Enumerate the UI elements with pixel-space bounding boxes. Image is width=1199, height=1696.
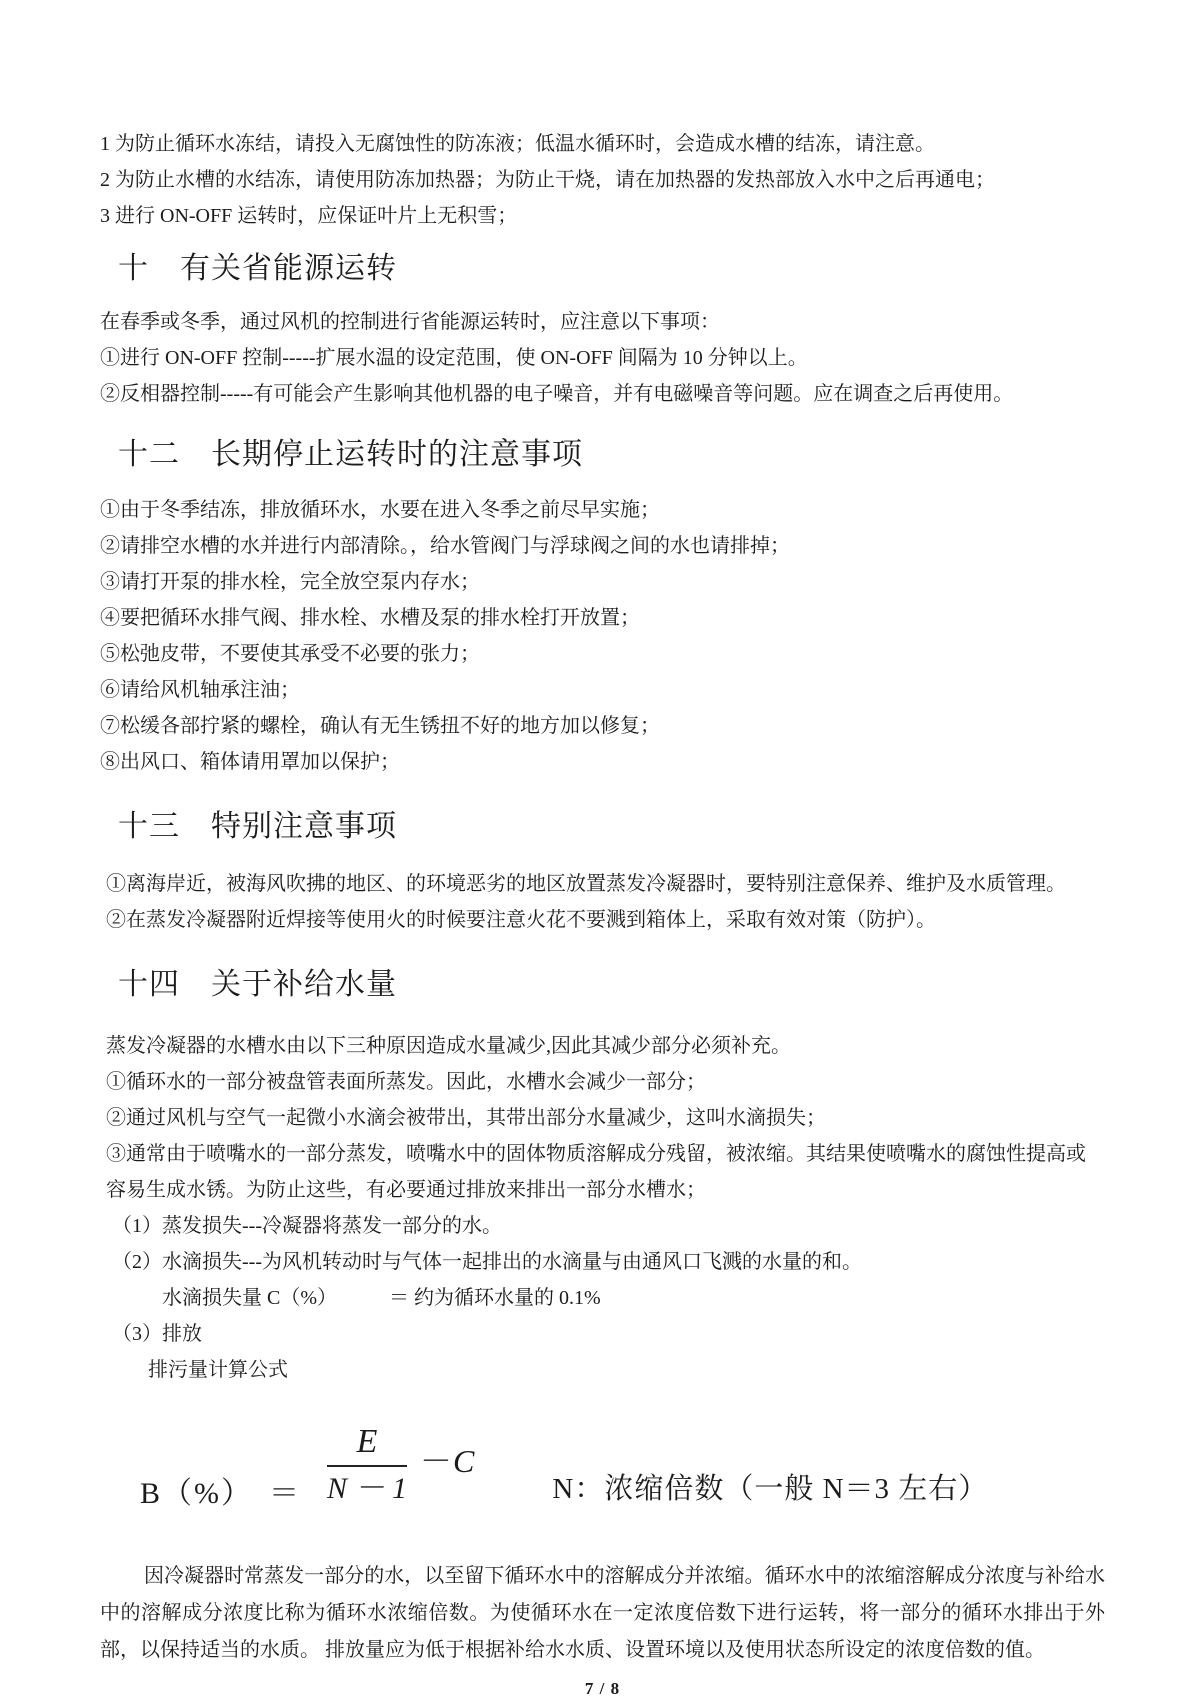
formula-minus-sign: －: [417, 1443, 454, 1479]
section-13-heading: 十三 特别注意事项: [118, 810, 397, 843]
formula-numerator: E: [327, 1422, 407, 1467]
section-12-item-3: ③请打开泵的排水栓，完全放空泵内存水；: [100, 571, 480, 593]
formula-variable-c: C: [453, 1443, 479, 1479]
droplet-loss-value: ＝ 约为循环水量的 0.1%: [389, 1287, 601, 1309]
droplet-loss-equation: [100, 1280, 1105, 1316]
section-12-item-6: ⑥请给风机轴承注油；: [100, 679, 300, 701]
section-14-item-3: ③通常由于喷嘴水的一部分蒸发，喷嘴水中的固体物质溶解成分残留，被浓缩。其结果使喷嘴水的腐蚀性提高或容易生成水锈。为防止这些，有必要通过排放来排出一部分水槽水；: [106, 1143, 1086, 1201]
evaporation-loss-item: （1）蒸发损失---冷凝器将蒸发一部分的水。: [112, 1215, 502, 1237]
droplet-loss-label: 水滴损失量 C（%）: [162, 1287, 337, 1309]
section-10-intro: 在春季或冬季，通过风机的控制进行省能源运转时，应注意以下事项：: [100, 311, 720, 333]
freeze-note-line-1: 1 为防止循环水冻结，请投入无腐蚀性的防冻液；低温水循环时，会造成水槽的结冻，请注意。: [100, 133, 935, 155]
page-number: 7 / 8: [584, 1679, 621, 1696]
section-12-item-4: ④要把循环水排气阀、排水栓、水槽及泵的排水栓打开放置；: [100, 607, 640, 629]
section-14-item-1: ①循环水的一部分被盘管表面所蒸发。因此，水槽水会减少一部分；: [106, 1071, 706, 1093]
formula-lhs: [140, 1468, 301, 1512]
formula-fraction: [327, 1422, 407, 1508]
section-12-item-5: ⑤松弛皮带，不要使其承受不必要的张力；: [100, 643, 480, 665]
section-12-item-7: ⑦松缓各部拧紧的螺栓，确认有无生锈扭不好的地方加以修复；: [100, 715, 660, 737]
freeze-note-line-2: 2 为防止水槽的水结冻，请使用防冻加热器；为防止干烧，请在加热器的发热部放入水中之后再通电；: [100, 169, 995, 191]
formula-equals-sign: ＝: [269, 1477, 301, 1510]
blowdown-item-label: （3）排放: [112, 1323, 202, 1345]
section-14-intro: 蒸发冷凝器的水槽水由以下三种原因造成水量减少,因此其减少部分必须补充。: [106, 1035, 791, 1057]
section-13-item-1: ①离海岸近，被海风吹拂的地区、的环境恶劣的地区放置蒸发冷凝器时，要特别注意保养、维护及水质管理。: [106, 873, 1066, 895]
closing-paragraph: 因冷凝器时常蒸发一部分的水，以至留下循环水中的溶解成分并浓缩。循环水中的浓缩溶解成分浓度与补给水中的溶解成分浓度比称为循环水浓缩倍数。为使循环水在一定浓度倍数下进行运转，将一部分的循环水排出于外部，以保持适当的水质。 排放量应为低于根据补给水水质、设置环境以及使用状态所设定的浓度倍数的值。: [100, 1565, 1105, 1661]
section-12-item-1: ①由于冬季结冻，排放循环水，水要在进入冬季之前尽早实施；: [100, 499, 660, 521]
formula-note: N：浓缩倍数（一般 N＝3 左右）: [552, 1473, 989, 1505]
section-14-heading: 十四 关于补给水量: [118, 968, 397, 1001]
formula-subtraction: [417, 1436, 478, 1482]
section-10-item-2: ②反相器控制-----有可能会产生影响其他机器的电子噪音，并有电磁噪音等问题。应在调查之后再使用。: [100, 383, 1014, 405]
formula-caption: 排污量计算公式: [148, 1359, 288, 1381]
section-12-item-8: ⑧出风口、箱体请用罩加以保护；: [100, 751, 400, 773]
section-10-heading: 十 有关省能源运转: [118, 252, 397, 285]
section-13-item-2: ②在蒸发冷凝器附近焊接等使用火的时候要注意火花不要溅到箱体上，采取有效对策（防护）。: [106, 909, 936, 931]
droplet-loss-item: （2）水滴损失---为风机转动时与气体一起排出的水滴量与由通风口飞溅的水量的和。: [112, 1251, 862, 1273]
freeze-note-line-3: 3 进行 ON-OFF 运转时，应保证叶片上无积雪；: [100, 205, 518, 227]
blowdown-formula: [140, 1422, 1105, 1512]
section-10-item-1: ①进行 ON-OFF 控制-----扩展水温的设定范围，使 ON-OFF 间隔为 10 分钟以上。: [100, 347, 808, 369]
formula-variable-b: B（%）: [140, 1477, 253, 1510]
section-12-heading: 十二 长期停止运转时的注意事项: [118, 438, 583, 471]
formula-denominator: N － 1: [327, 1472, 408, 1505]
section-14-item-2: ②通过风机与空气一起微小水滴会被带出，其带出部分水量减少，这叫水滴损失；: [106, 1107, 826, 1129]
section-12-item-2: ②请排空水槽的水并进行内部清除。，给水管阀门与浮球阀之间的水也请排掉；: [100, 535, 790, 557]
